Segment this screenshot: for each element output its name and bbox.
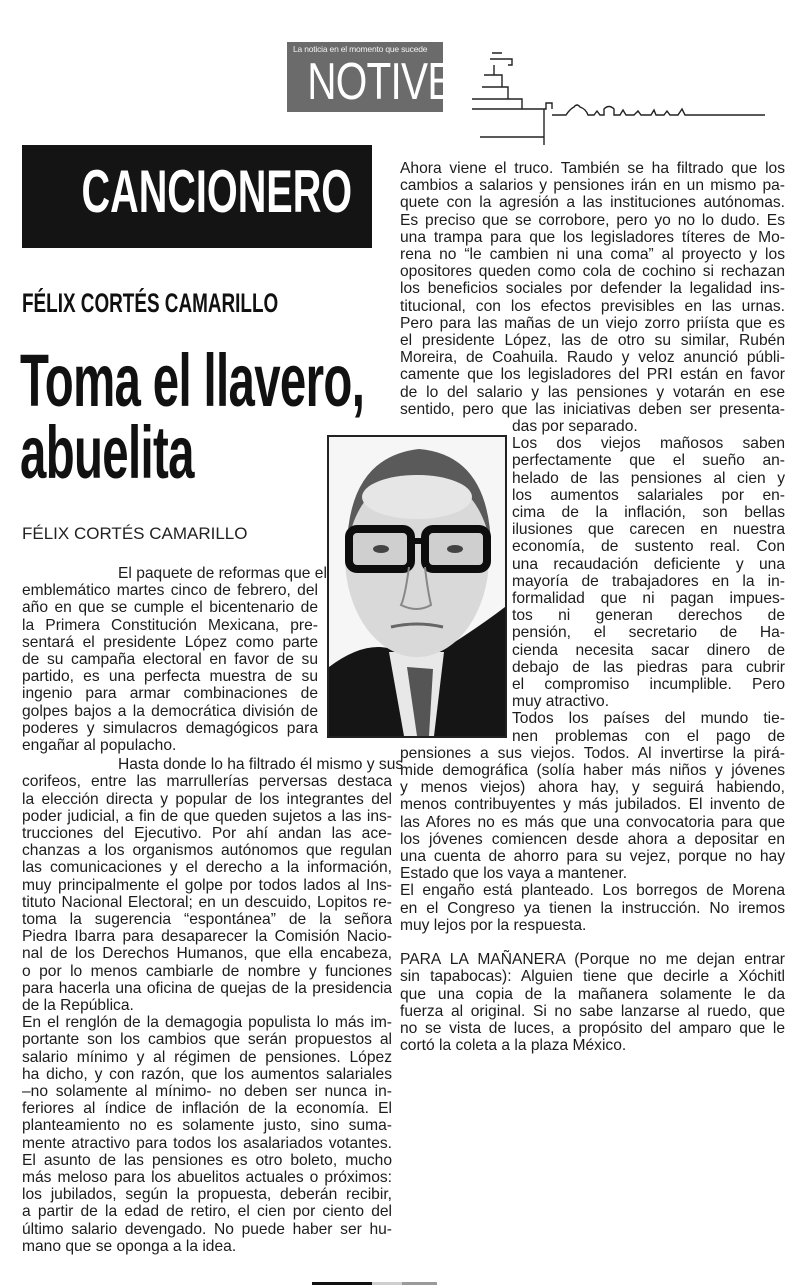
text-line: de su campaña electoral en favor de su [22,651,318,668]
text-line: muy atractivo. [512,693,610,711]
article-headline [20,339,365,494]
notiver-logo [287,42,483,112]
text-line: ingenio para armar combinaciones de [22,685,318,703]
text-line: sentido, pero que las iniciativas deben ser presenta- [400,400,785,418]
headline-line: Toma el llavero, [20,339,365,422]
text-line: mente atractivo para todos los asalariados votantes. [22,1134,392,1152]
text-line: tituto Nacional Electoral; en un descuido, Lopitos re- [22,893,392,911]
text-line: año en que se cumple el bicentenario de [22,599,318,617]
text-line: cienda necesita sacar dinero de [512,641,785,659]
text-line: trucciones del Ejecutivo. Por ahí andan las ace- [22,825,392,842]
text-line: das por separado. [512,418,638,435]
text-line: opositores queden como cola de cochino si rechazan [400,263,785,281]
text-line: Piedra Ibarra para desaparecer la Comisión Nacio- [22,928,392,946]
text-line: los aumentos salariales por en- [512,486,785,504]
text-line: mide demográfica (solía haber más niños y jóvenes [400,762,785,779]
text-line: El asunto de las pensiones es otro boleto, mucho [22,1151,392,1169]
text-line: ha dicho, y con razón, que los aumentos salariales [22,1065,392,1083]
text-line: Es preciso que se corrobore, pero yo no lo dudo. Es [400,211,785,229]
text-line: los jóvenes comiencen desde ahora a depositar en [400,830,785,848]
text-line: helado de las pensiones al cien y [512,469,785,487]
text-line: mano que se oponga a la idea. [22,1237,237,1255]
text-line: cortó la coleta a la plaza México. [400,1037,627,1055]
text-line: partido, es una perfecta muestra de su [22,668,318,686]
text-line: en el Congreso ya tienen la instrucción. No iremos [400,899,785,917]
text-line: pensiones a sus viejos. Todos. Al invertirse la pirá- [400,744,785,762]
text-line: camente que los legisladores del PRI están en favor [400,366,785,384]
text-line: los jubilados, según la propuesta, deberán recibir, [22,1186,392,1204]
text-line: Hasta donde lo ha filtrado él mismo y sus [118,756,404,774]
byline: FÉLIX CORTÉS CAMARILLO [22,524,248,543]
text-line: Estado que los vaya a mantener. [400,865,628,883]
text-line: último salario devengado. No puede haber ser hu- [22,1220,392,1238]
text-line: golpes bajos a la democrática división de [22,702,318,720]
text-line: PARA LA MAÑANERA (Porque no me dejan entrar [400,951,785,969]
text-line: las comunicaciones y el derecho a la información, [22,859,392,877]
text-line: la elección directa y popular de los integrantes del [22,790,392,808]
text-line: nal de los Derechos Humanos, que ella encabeza, [22,945,392,963]
text-line: emblemático martes cinco de febrero, del [22,582,318,600]
text-line: sentará el presidente López como parte [22,633,318,651]
text-line: el presidente López, las de otro su similar, Rubén [400,332,785,349]
text-line: cambios a salarios y pensiones irán en un mismo pa- [400,177,785,195]
text-line: los beneficios sociales por defender la legalidad ins- [400,280,785,298]
text-line: Moreira, de Coahuila. Raudo y veloz anunció públi- [400,349,785,367]
text-line: feriores al índice de inflación de la economía. El [22,1100,392,1118]
logo-tagline: La noticia en el momento que sucede [293,44,428,54]
text-line: corifeos, entre las marrullerías perversas destaca [22,773,392,791]
text-line: el compromiso incumplible. Pero [512,676,785,693]
author-photo [327,435,507,738]
author-name-heading: FÉLIX CORTÉS CAMARILLO [22,288,279,318]
text-line: mayoría de trabajadores en la in- [512,572,785,590]
text-line: y menos viejos) ahora hay, y seguirá habiendo, [400,779,785,797]
text-line: titucional, con los efectos previsibles en las urnas. [400,297,785,315]
text-line: debajo de las piedras para cubrir [512,658,785,676]
text-line: En el renglón de la demagogia populista lo más im- [22,1014,392,1032]
text-line: sin tapabocas): Alguien tiene que decirle a Xóchitl [400,968,785,986]
text-line: chanzas a los organismos autónomos que regulan [22,842,392,860]
text-line: una cuenta de ahorro para su vejez, porque no hay [400,848,785,865]
text-line: rena no “le cambien ni una coma” al proyecto y los [400,246,785,263]
text-line: Todos los países del mundo tie- [512,710,785,728]
text-line: tos ni generan derechos de [512,607,785,625]
text-line: salario mínimo y al régimen de pensiones. López [22,1048,392,1066]
text-line: economía, de sustento real. Con [512,538,785,556]
text-line: Ahora viene el truco. También se ha filtrado que los [400,160,785,177]
text-line: de lo del salario y las pensiones y votarán en ese [400,383,785,401]
text-line: nen problemas con el pago de [512,727,785,745]
text-line: que una copia de la mañanera solamente le da [400,985,785,1003]
text-line: de la República. [22,997,134,1014]
text-line: a partir de la edad de retiro, el cien por ciento del [22,1203,392,1221]
logo-name: NOTIVER [307,53,483,111]
text-line: para hacerla una oficina de quejas de la presidencia [22,979,392,997]
text-line: engañar al populacho. [22,737,177,754]
fortress-sketch-illustration [470,45,790,145]
text-line: más meloso para los abuelitos actuales o próximos: [22,1169,392,1186]
text-line: menos contribuyentes y más jubilados. El invento de [400,796,785,814]
text-line: poder judicial, a fin de que queden sujetos a las ins- [22,807,392,825]
section-title: CANCIONERO [81,158,353,225]
portrait-illustration [329,437,505,736]
text-line: muy principalmente el golpe por todos lados al Ins- [22,876,392,894]
text-line: toma la sugerencia “espontánea” de la señora [22,911,392,928]
text-line: perfectamente que el sueño an- [512,452,785,470]
text-line: ilusiones que carecen en nuestra [512,521,785,539]
text-line: la Primera Constitución Mexicana, pre- [22,616,318,634]
text-line: portante son los cambios que serán propuestos al [22,1031,392,1049]
text-line: –no solamente al mínimo- no deben ser nunca in- [22,1083,392,1100]
text-line: Pero para las mañas de un viejo zorro priísta que es [400,314,785,332]
text-line: cima de la inflación, son bellas [512,504,785,521]
text-line: una recaudación deficiente y una [512,555,785,573]
text-line: no se vista de luces, a propósito del amparo que le [400,1020,785,1037]
text-line: las Afores no es más que una convocatoria para que [400,813,785,831]
section-header [22,145,372,248]
text-line: o por lo menos cambiarle de nombre y funciones [22,962,392,980]
text-line: una trampa para que los legisladores títeres de Mo- [400,228,785,246]
text-line: El paquete de reformas que el [118,565,327,582]
text-line: formalidad que ni pagan impues- [512,590,785,607]
text-line: El engaño está planteado. Los borregos de Morena [400,882,785,900]
text-line: planteamiento no es solamente justo, sino suma- [22,1117,392,1135]
text-line: muy lejos por la respuesta. [400,916,587,934]
headline-line: abuelita [20,411,194,494]
text-line: pensión, el secretario de Ha- [512,624,785,642]
text-line: Los dos viejos mañosos saben [512,435,785,453]
text-line: quete con la agresión a las instituciones autónomas. [400,194,785,212]
text-line: fuerza al original. Si no sabe lanzarse al ruedo, que [400,1002,785,1020]
text-line: poderes y simulacros demagógicos para [22,719,318,737]
